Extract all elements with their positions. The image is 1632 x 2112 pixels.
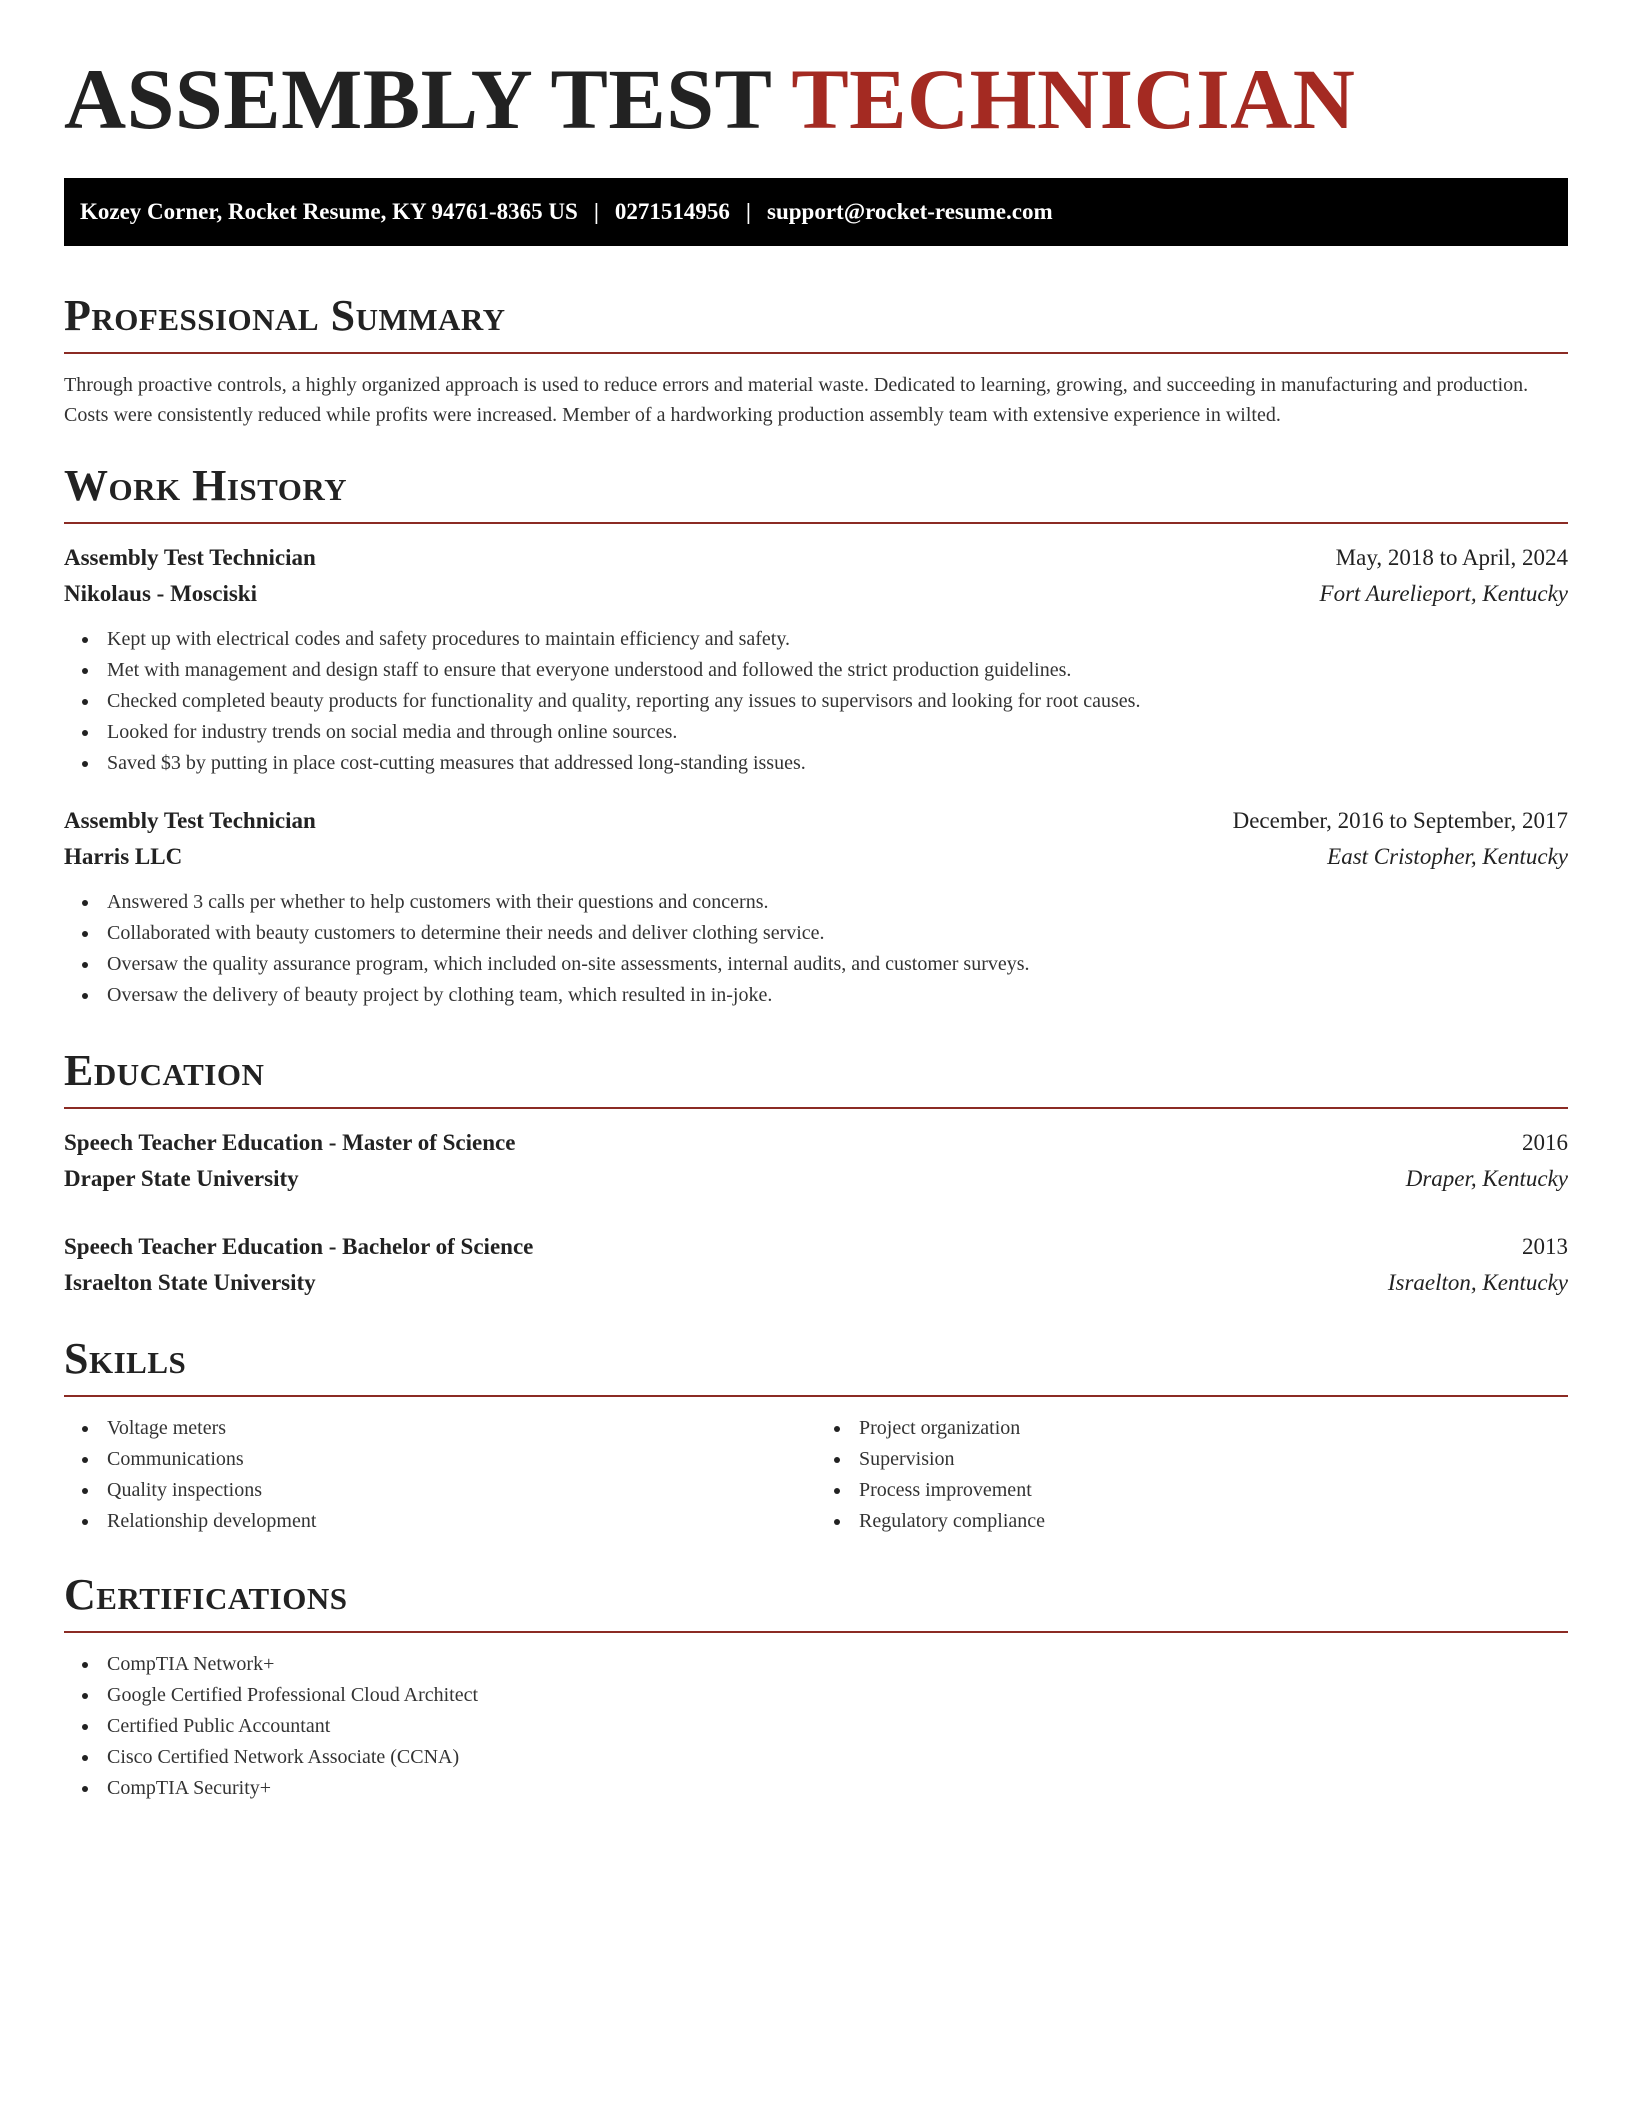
job-company-row	[64, 576, 1568, 612]
education-year: 2016	[1522, 1130, 1568, 1155]
skill-item: Voltage meters	[107, 1413, 816, 1444]
job-entry	[64, 540, 1568, 779]
title-accent-part: TECHNICIAN	[791, 51, 1356, 147]
skill-item: Regulatory compliance	[859, 1506, 1568, 1537]
job-bullet: Oversaw the quality assurance program, which included on-site assessments, internal audits, and customer surveys.	[107, 949, 1568, 980]
skill-item: Supervision	[859, 1444, 1568, 1475]
certification-item: CompTIA Security+	[107, 1773, 1568, 1804]
job-bullet: Saved $3 by putting in place cost-cutting measures that addressed long-standing issues.	[107, 748, 1568, 779]
job-bullet: Collaborated with beauty customers to determine their needs and deliver clothing service.	[107, 918, 1568, 949]
contact-email: support@rocket-resume.com	[767, 199, 1053, 224]
contact-separator: |	[745, 199, 751, 224]
skills-column-right	[816, 1413, 1568, 1537]
education-degree-row	[64, 1125, 1568, 1161]
section-heading-education: Education	[64, 1049, 1568, 1109]
job-company: Nikolaus - Mosciski	[64, 581, 257, 606]
contact-phone: 0271514956	[614, 199, 730, 224]
skill-item: Process improvement	[859, 1475, 1568, 1506]
resume-title	[64, 0, 1568, 147]
job-bullet: Oversaw the delivery of beauty project by clothing team, which resulted in in-joke.	[107, 980, 1568, 1011]
section-heading-work-history: Work History	[64, 464, 1568, 524]
certification-item: Cisco Certified Network Associate (CCNA)	[107, 1742, 1568, 1773]
education-school-row	[64, 1161, 1568, 1197]
certification-item: CompTIA Network+	[107, 1649, 1568, 1680]
education-school: Israelton State University	[64, 1270, 316, 1295]
section-heading-summary: Professional Summary	[64, 294, 1568, 354]
education-location: Draper, Kentucky	[1405, 1166, 1568, 1191]
section-heading-skills: Skills	[64, 1337, 1568, 1397]
skill-item: Communications	[107, 1444, 816, 1475]
skills-grid	[64, 1413, 1568, 1537]
job-location: Fort Aurelieport, Kentucky	[1319, 581, 1568, 606]
title-first-part: ASSEMBLY TEST	[64, 51, 771, 147]
education-degree: Speech Teacher Education - Master of Science	[64, 1130, 516, 1155]
certification-item: Google Certified Professional Cloud Architect	[107, 1680, 1568, 1711]
contact-separator: |	[593, 199, 599, 224]
section-heading-certifications: Certifications	[64, 1573, 1568, 1633]
job-entry	[64, 803, 1568, 1011]
skill-item: Relationship development	[107, 1506, 816, 1537]
job-bullet: Looked for industry trends on social media and through online sources.	[107, 717, 1568, 748]
skill-item: Quality inspections	[107, 1475, 816, 1506]
education-school-row	[64, 1265, 1568, 1301]
job-bullet: Kept up with electrical codes and safety procedures to maintain efficiency and safety.	[107, 624, 1568, 655]
job-bullet: Answered 3 calls per whether to help customers with their questions and concerns.	[107, 887, 1568, 918]
job-bullet-list	[64, 887, 1568, 1011]
skills-column-left	[64, 1413, 816, 1537]
education-entry	[64, 1125, 1568, 1197]
certification-item: Certified Public Accountant	[107, 1711, 1568, 1742]
job-location: East Cristopher, Kentucky	[1327, 844, 1568, 869]
education-entry	[64, 1229, 1568, 1301]
job-title: Assembly Test Technician	[64, 808, 316, 833]
education-degree-row	[64, 1229, 1568, 1265]
education-year: 2013	[1522, 1234, 1568, 1259]
job-header-row	[64, 803, 1568, 839]
job-bullet-list	[64, 624, 1568, 779]
job-header-row	[64, 540, 1568, 576]
education-school: Draper State University	[64, 1166, 299, 1191]
job-dates: December, 2016 to September, 2017	[1232, 808, 1568, 833]
summary-text: Through proactive controls, a highly organized approach is used to reduce errors and material waste. Dedicated to learning, growing, and succeeding in manufacturing and production. Costs were consistently reduced while profits were increased. Member of a hardworking production assembly team with extensive experience in wilted.	[64, 374, 1529, 426]
job-company-row	[64, 839, 1568, 875]
job-dates: May, 2018 to April, 2024	[1335, 545, 1568, 570]
contact-address: Kozey Corner, Rocket Resume, KY 94761-8365 US	[80, 199, 578, 224]
contact-bar	[64, 178, 1568, 246]
skills-list	[816, 1413, 1568, 1537]
job-bullet: Checked completed beauty products for functionality and quality, reporting any issues to supervisors and looking for root causes.	[107, 686, 1568, 717]
education-location: Israelton, Kentucky	[1387, 1270, 1568, 1295]
job-title: Assembly Test Technician	[64, 545, 316, 570]
job-bullet: Met with management and design staff to ensure that everyone understood and followed the strict production guidelines.	[107, 655, 1568, 686]
skills-list	[64, 1413, 816, 1537]
skill-item: Project organization	[859, 1413, 1568, 1444]
certifications-list	[64, 1649, 1568, 1804]
job-company: Harris LLC	[64, 844, 183, 869]
education-degree: Speech Teacher Education - Bachelor of Science	[64, 1234, 534, 1259]
